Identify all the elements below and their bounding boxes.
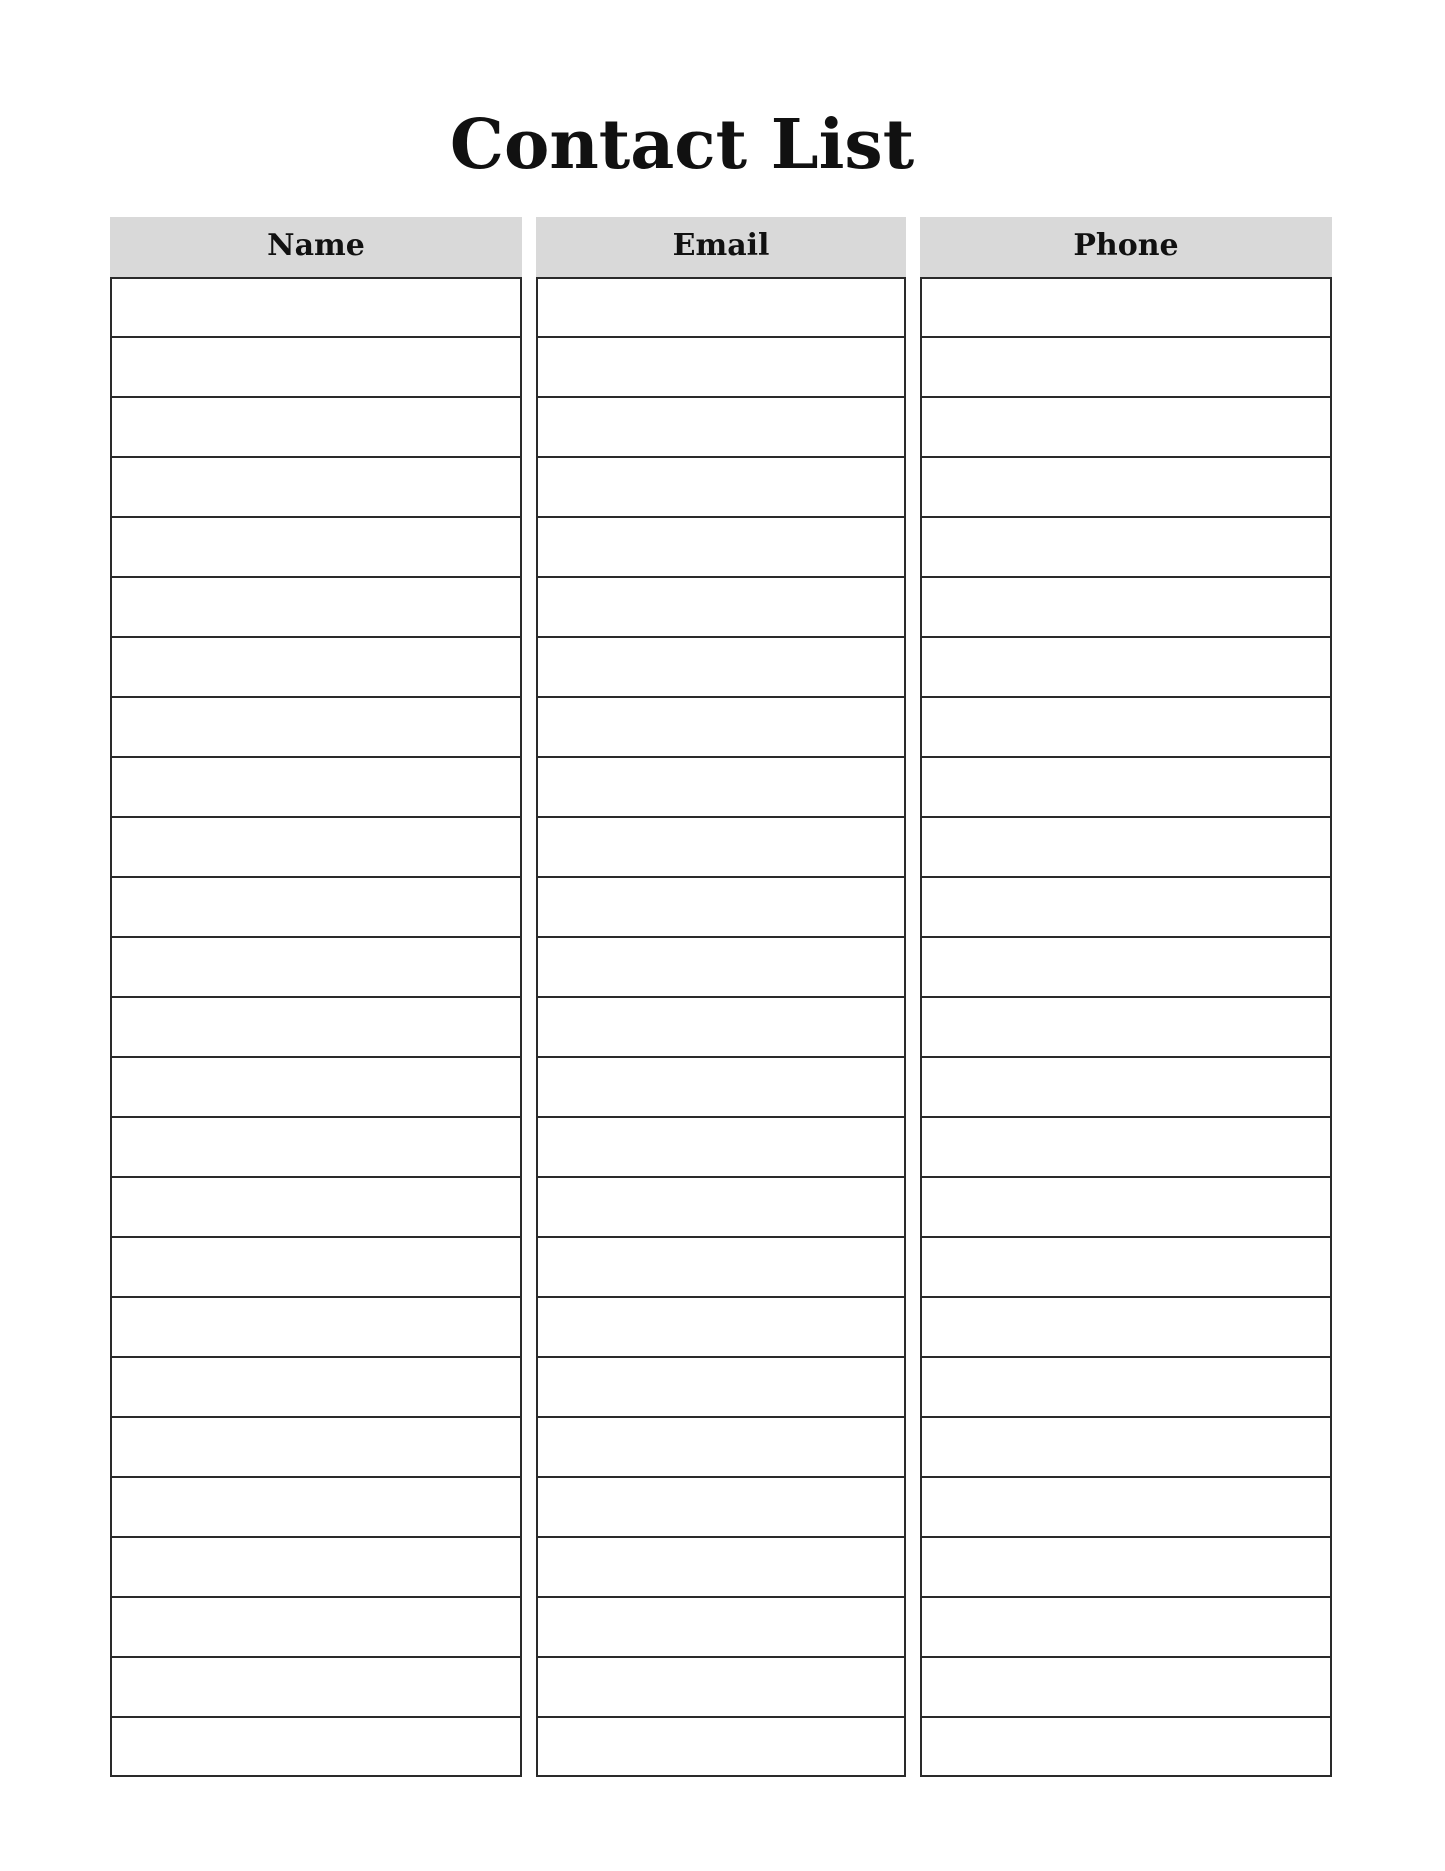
email-cell <box>536 997 906 1057</box>
email-cell <box>536 1597 906 1657</box>
phone-cell <box>920 1477 1332 1537</box>
name-cell <box>110 757 522 817</box>
name-column-header: Name <box>110 217 522 277</box>
phone-cell <box>920 1177 1332 1237</box>
phone-cell <box>920 337 1332 397</box>
email-cell <box>536 517 906 577</box>
email-cell <box>536 757 906 817</box>
phone-cells <box>920 277 1332 1777</box>
phone-cell <box>920 757 1332 817</box>
phone-cell <box>920 1357 1332 1417</box>
name-cell <box>110 1357 522 1417</box>
name-cell <box>110 1237 522 1297</box>
name-cell <box>110 337 522 397</box>
name-cell <box>110 817 522 877</box>
phone-cell <box>920 697 1332 757</box>
phone-cell <box>920 817 1332 877</box>
name-cell <box>110 517 522 577</box>
email-cell <box>536 1117 906 1177</box>
email-cell <box>536 397 906 457</box>
phone-cell <box>920 1597 1332 1657</box>
name-cell <box>110 997 522 1057</box>
email-cell <box>536 1297 906 1357</box>
email-cell <box>536 1537 906 1597</box>
name-cell <box>110 577 522 637</box>
phone-cell <box>920 1537 1332 1597</box>
name-cell <box>110 397 522 457</box>
name-cell <box>110 877 522 937</box>
name-column <box>110 217 522 1777</box>
phone-cell <box>920 637 1332 697</box>
email-cell <box>536 637 906 697</box>
email-cell <box>536 937 906 997</box>
email-cell <box>536 1657 906 1717</box>
phone-cell <box>920 397 1332 457</box>
email-cell <box>536 697 906 757</box>
phone-cell <box>920 1117 1332 1177</box>
name-cell <box>110 1297 522 1357</box>
name-cell <box>110 1537 522 1597</box>
email-cell <box>536 1717 906 1777</box>
name-cell <box>110 937 522 997</box>
phone-cell <box>920 457 1332 517</box>
name-cell <box>110 1657 522 1717</box>
phone-column <box>920 217 1332 1777</box>
phone-cell <box>920 1657 1332 1717</box>
name-cell <box>110 457 522 517</box>
phone-cell <box>920 1297 1332 1357</box>
name-cells <box>110 277 522 1777</box>
email-cell <box>536 1357 906 1417</box>
phone-cell <box>920 1057 1332 1117</box>
phone-cell <box>920 937 1332 997</box>
email-cell <box>536 457 906 517</box>
email-cell <box>536 1417 906 1477</box>
phone-cell <box>920 1417 1332 1477</box>
name-cell <box>110 277 522 337</box>
name-cell <box>110 1477 522 1537</box>
email-cell <box>536 337 906 397</box>
phone-cell <box>920 1237 1332 1297</box>
name-cell <box>110 1057 522 1117</box>
email-cell <box>536 877 906 937</box>
phone-cell <box>920 877 1332 937</box>
phone-cell <box>920 517 1332 577</box>
phone-cell <box>920 577 1332 637</box>
name-cell <box>110 697 522 757</box>
name-cell <box>110 1717 522 1777</box>
name-cell <box>110 637 522 697</box>
email-cell <box>536 1057 906 1117</box>
email-cell <box>536 577 906 637</box>
phone-cell <box>920 277 1332 337</box>
name-cell <box>110 1417 522 1477</box>
name-cell <box>110 1597 522 1657</box>
email-cell <box>536 817 906 877</box>
phone-cell <box>920 997 1332 1057</box>
email-cell <box>536 1177 906 1237</box>
email-cell <box>536 1477 906 1537</box>
email-cell <box>536 1237 906 1297</box>
phone-cell <box>920 1717 1332 1777</box>
email-cells <box>536 277 906 1777</box>
email-column <box>536 217 906 1777</box>
email-column-header: Email <box>536 217 906 277</box>
email-cell <box>536 277 906 337</box>
page-title: Contact List <box>449 105 915 185</box>
name-cell <box>110 1177 522 1237</box>
name-cell <box>110 1117 522 1177</box>
phone-column-header: Phone <box>920 217 1332 277</box>
